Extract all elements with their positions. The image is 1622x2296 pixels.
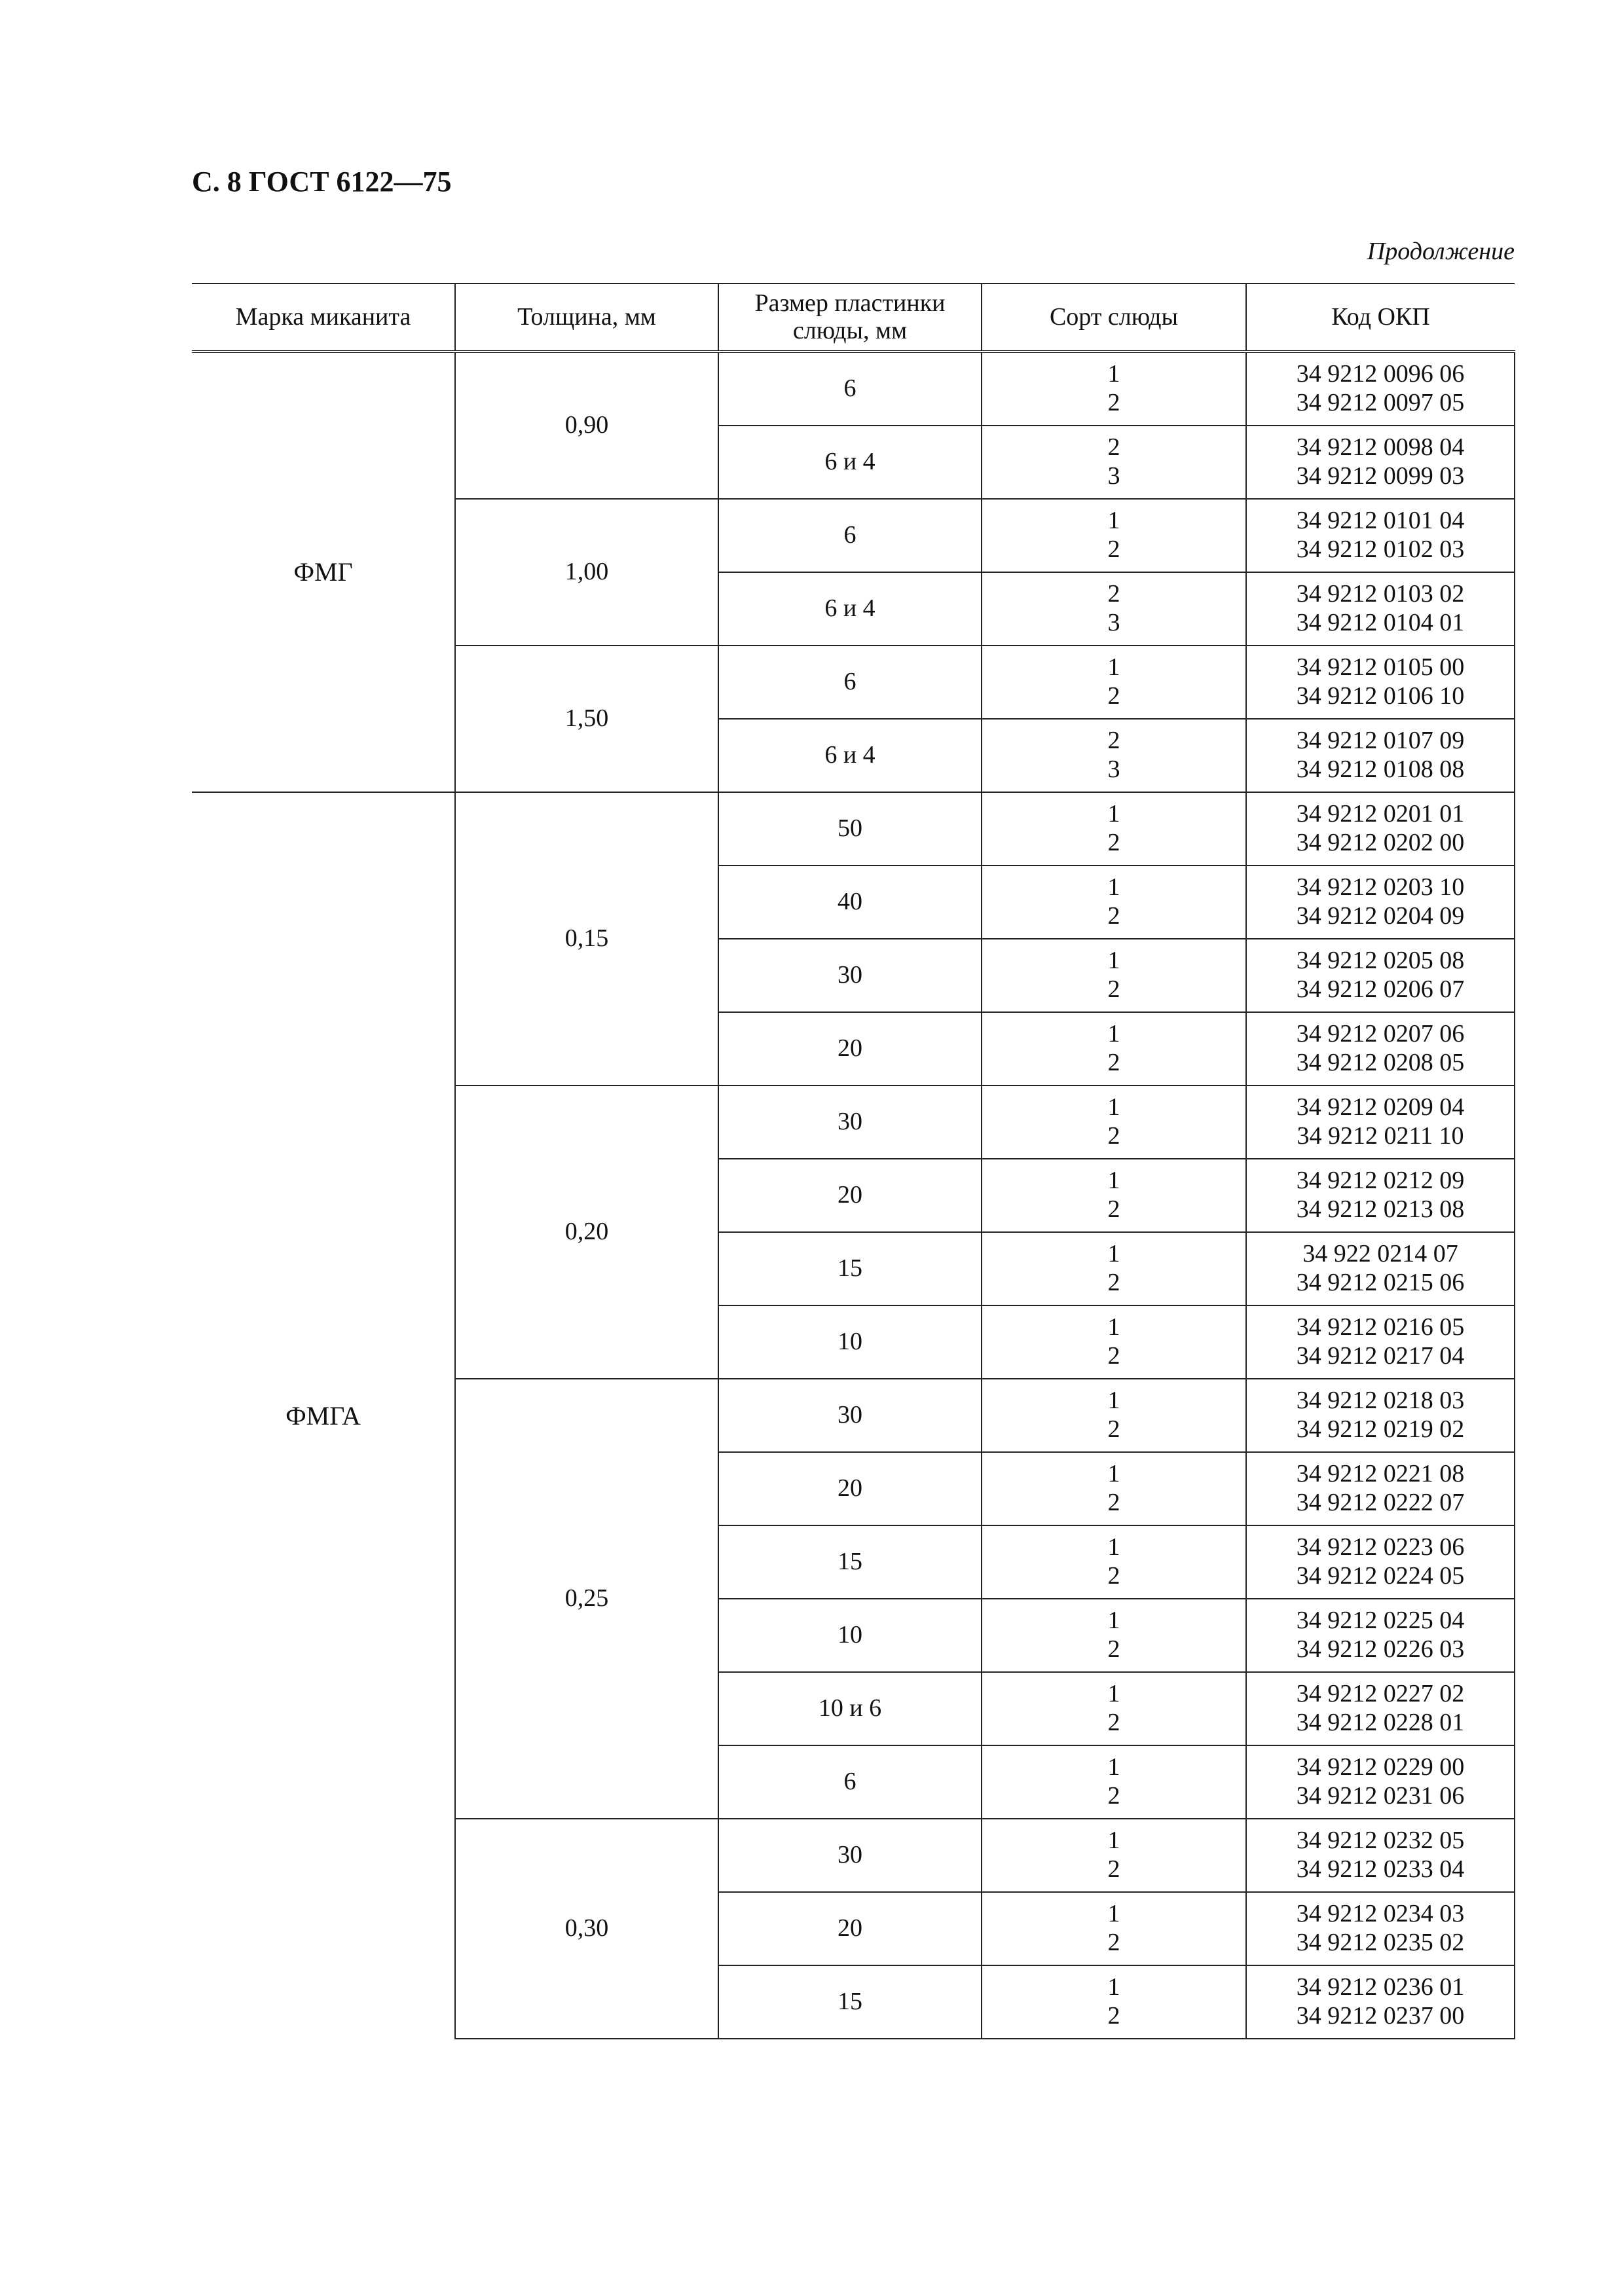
- mica-grade-cell: [982, 866, 1246, 939]
- okp-code-value: 34 9212 0103 02: [1296, 580, 1465, 608]
- okp-code-cell: [1246, 646, 1515, 719]
- mica-grade-cell: [982, 1599, 1246, 1672]
- plate-size-cell: 30: [718, 1085, 982, 1159]
- mica-grade-cell: [982, 1159, 1246, 1232]
- okp-code-value: 34 9212 0205 08: [1296, 947, 1465, 975]
- mica-grade-cell: [982, 1745, 1246, 1819]
- okp-code-cell: [1246, 1819, 1515, 1892]
- mica-grade-cell: [982, 352, 1246, 426]
- plate-size-cell: 10: [718, 1305, 982, 1379]
- okp-code-value: 34 9212 0096 06: [1296, 360, 1465, 388]
- okp-code-cell: [1246, 1232, 1515, 1305]
- mica-grade-cell: [982, 1085, 1246, 1159]
- mica-grade-value: 2: [1107, 727, 1120, 755]
- mica-grade-cell: [982, 1965, 1246, 2039]
- mica-grade-value: 3: [1107, 609, 1120, 636]
- column-header-okp-code: Код ОКП: [1246, 283, 1515, 352]
- okp-code-value: 34 9212 0209 04: [1296, 1093, 1465, 1121]
- okp-code-cell: [1246, 352, 1515, 426]
- thickness-cell: 0,90: [455, 352, 718, 499]
- mica-grade-value: 2: [1107, 536, 1120, 563]
- mica-grade-value: 1: [1107, 1680, 1120, 1708]
- plate-size-cell: 15: [718, 1965, 982, 2039]
- plate-size-cell: 6 и 4: [718, 426, 982, 499]
- page-header: С. 8 ГОСТ 6122—75: [192, 166, 452, 198]
- plate-size-cell: 10 и 6: [718, 1672, 982, 1745]
- okp-code-value: 34 9212 0211 10: [1297, 1122, 1464, 1150]
- okp-code-value: 34 9212 0212 09: [1296, 1167, 1465, 1195]
- mica-grade-value: 1: [1107, 1093, 1120, 1121]
- mica-grade-value: 2: [1107, 1635, 1120, 1663]
- mica-grade-cell: [982, 719, 1246, 792]
- column-header-mica-grade: Сорт слюды: [982, 283, 1246, 352]
- okp-code-value: 34 9212 0229 00: [1296, 1753, 1465, 1781]
- thickness-cell: 0,25: [455, 1379, 718, 1819]
- mica-grade-value: 2: [1107, 1782, 1120, 1810]
- okp-code-value: 34 9212 0231 06: [1296, 1782, 1465, 1810]
- mica-grade-value: 2: [1107, 1342, 1120, 1370]
- plate-size-cell: 6: [718, 499, 982, 572]
- okp-code-value: 34 9212 0206 07: [1296, 975, 1465, 1003]
- okp-code-cell: [1246, 1159, 1515, 1232]
- mica-grade-value: 2: [1107, 433, 1120, 462]
- column-header-mark: Марка миканита: [192, 283, 455, 352]
- mica-grade-cell: [982, 1892, 1246, 1965]
- okp-code-cell: [1246, 1379, 1515, 1452]
- okp-code-value: 34 9212 0225 04: [1296, 1607, 1465, 1635]
- okp-code-value: 34 9212 0226 03: [1296, 1635, 1465, 1663]
- okp-code-value: 34 9212 0202 00: [1296, 829, 1465, 856]
- mica-grade-value: 3: [1107, 462, 1120, 490]
- plate-size-cell: 6: [718, 646, 982, 719]
- okp-code-value: 34 9212 0107 09: [1296, 727, 1465, 755]
- mica-grade-value: 1: [1107, 1460, 1120, 1488]
- okp-code-cell: [1246, 939, 1515, 1012]
- plate-size-cell: 30: [718, 1819, 982, 1892]
- okp-code-value: 34 9212 0102 03: [1296, 536, 1465, 563]
- okp-code-cell: [1246, 1085, 1515, 1159]
- thickness-cell: 0,30: [455, 1819, 718, 2039]
- mica-grade-value: 2: [1107, 1929, 1120, 1956]
- plate-size-cell: 20: [718, 1452, 982, 1525]
- mica-grade-value: 2: [1107, 1855, 1120, 1883]
- mica-grade-value: 3: [1107, 756, 1120, 783]
- okp-code-value: 34 9212 0227 02: [1296, 1680, 1465, 1708]
- mica-grade-value: 2: [1107, 1122, 1120, 1150]
- okp-code-value: 34 9212 0201 01: [1296, 800, 1465, 828]
- okp-code-value: 34 922 0214 07: [1302, 1240, 1458, 1268]
- okp-code-value: 34 9212 0236 01: [1296, 1973, 1465, 2001]
- okp-code-cell: [1246, 1965, 1515, 2039]
- okp-code-value: 34 9212 0217 04: [1296, 1342, 1465, 1370]
- okp-code-cell: [1246, 1599, 1515, 1672]
- mica-grade-cell: [982, 646, 1246, 719]
- mica-grade-value: 1: [1107, 800, 1120, 828]
- plate-size-cell: 6: [718, 352, 982, 426]
- mica-grade-value: 1: [1107, 947, 1120, 975]
- okp-code-value: 34 9212 0221 08: [1296, 1460, 1465, 1488]
- okp-code-cell: [1246, 1672, 1515, 1745]
- mica-mark-cell: ФМГ: [192, 352, 455, 792]
- plate-size-header-line-2: слюды, мм: [792, 316, 908, 344]
- okp-code-cell: [1246, 1525, 1515, 1599]
- okp-code-value: 34 9212 0099 03: [1296, 462, 1465, 490]
- mica-grade-value: 1: [1107, 507, 1120, 535]
- okp-code-value: 34 9212 0105 00: [1296, 653, 1465, 682]
- mica-grade-value: 1: [1107, 653, 1120, 682]
- plate-size-cell: 50: [718, 792, 982, 866]
- mica-grade-cell: [982, 1012, 1246, 1085]
- mica-grade-cell: [982, 792, 1246, 866]
- okp-code-cell: [1246, 792, 1515, 866]
- okp-code-value: 34 9212 0097 05: [1296, 389, 1465, 416]
- okp-code-value: 34 9212 0237 00: [1296, 2002, 1465, 2030]
- mica-grade-value: 1: [1107, 873, 1120, 902]
- okp-code-value: 34 9212 0218 03: [1296, 1387, 1465, 1415]
- okp-code-cell: [1246, 719, 1515, 792]
- okp-code-value: 34 9212 0101 04: [1296, 507, 1465, 535]
- mica-grade-value: 2: [1107, 1415, 1120, 1443]
- mica-grade-value: 1: [1107, 1533, 1120, 1561]
- mica-grade-value: 2: [1107, 902, 1120, 930]
- plate-size-header-line-1: Размер пластинки: [754, 289, 946, 318]
- okp-code-cell: [1246, 866, 1515, 939]
- okp-code-value: 34 9212 0219 02: [1296, 1415, 1465, 1443]
- table-row: [192, 792, 1515, 866]
- mica-grade-cell: [982, 499, 1246, 572]
- mica-grade-value: 1: [1107, 1753, 1120, 1781]
- okp-code-value: 34 9212 0232 05: [1296, 1827, 1465, 1855]
- mica-grade-cell: [982, 1672, 1246, 1745]
- okp-code-value: 34 9212 0223 06: [1296, 1533, 1465, 1561]
- plate-size-cell: 20: [718, 1159, 982, 1232]
- plate-size-cell: 15: [718, 1525, 982, 1599]
- mica-grade-cell: [982, 1819, 1246, 1892]
- okp-code-value: 34 9212 0098 04: [1296, 433, 1465, 462]
- mica-grade-value: 2: [1107, 1195, 1120, 1223]
- mica-grade-value: 2: [1107, 580, 1120, 608]
- mica-grade-value: 2: [1107, 1269, 1120, 1296]
- plate-size-cell: 15: [718, 1232, 982, 1305]
- thickness-cell: 1,50: [455, 646, 718, 792]
- okp-code-value: 34 9212 0234 03: [1296, 1900, 1465, 1928]
- mica-grade-value: 1: [1107, 1973, 1120, 2001]
- mica-grade-value: 2: [1107, 1562, 1120, 1590]
- mica-grade-value: 1: [1107, 1313, 1120, 1341]
- spec-table: [192, 283, 1515, 2039]
- mica-grade-cell: [982, 1305, 1246, 1379]
- mica-grade-value: 2: [1107, 1049, 1120, 1076]
- plate-size-cell: 30: [718, 939, 982, 1012]
- continuation-label: Продолжение: [1367, 238, 1515, 265]
- okp-code-value: 34 9212 0207 06: [1296, 1020, 1465, 1048]
- okp-code-value: 34 9212 0213 08: [1296, 1195, 1465, 1223]
- mica-grade-value: 1: [1107, 1900, 1120, 1928]
- okp-code-value: 34 9212 0222 07: [1296, 1489, 1465, 1516]
- mica-grade-value: 1: [1107, 1827, 1120, 1855]
- mica-mark-cell: ФМГА: [286, 1400, 361, 1430]
- plate-size-cell: 20: [718, 1892, 982, 1965]
- plate-size-cell: 40: [718, 866, 982, 939]
- mica-grade-cell: [982, 939, 1246, 1012]
- okp-code-value: 34 9212 0216 05: [1296, 1313, 1465, 1341]
- table-body: [192, 352, 1515, 2039]
- okp-code-cell: [1246, 1305, 1515, 1379]
- okp-code-value: 34 9212 0106 10: [1296, 682, 1465, 710]
- column-header-thickness: Толщина, мм: [455, 283, 718, 352]
- mica-grade-value: 1: [1107, 1240, 1120, 1268]
- thickness-cell: 1,00: [455, 499, 718, 646]
- mica-grade-value: 2: [1107, 975, 1120, 1003]
- mica-grade-value: 2: [1107, 1709, 1120, 1736]
- mica-grade-value: 1: [1107, 1167, 1120, 1195]
- thickness-cell: 0,15: [455, 792, 718, 1085]
- mica-grade-value: 2: [1107, 2002, 1120, 2030]
- okp-code-cell: [1246, 1012, 1515, 1085]
- okp-code-value: 34 9212 0228 01: [1296, 1709, 1465, 1736]
- table-row: [192, 352, 1515, 426]
- plate-size-cell: 6: [718, 1745, 982, 1819]
- table-header-row: [192, 283, 1515, 352]
- mica-grade-cell: [982, 1452, 1246, 1525]
- okp-code-value: 34 9212 0215 06: [1296, 1269, 1465, 1296]
- mica-grade-cell: [982, 1232, 1246, 1305]
- okp-code-value: 34 9212 0224 05: [1296, 1562, 1465, 1590]
- okp-code-value: 34 9212 0233 04: [1296, 1855, 1465, 1883]
- plate-size-cell: 10: [718, 1599, 982, 1672]
- thickness-cell: 0,20: [455, 1085, 718, 1379]
- okp-code-value: 34 9212 0208 05: [1296, 1049, 1465, 1076]
- okp-code-value: 34 9212 0204 09: [1296, 902, 1465, 930]
- mica-grade-cell: [982, 426, 1246, 499]
- mica-grade-value: 2: [1107, 682, 1120, 710]
- mica-grade-value: 1: [1107, 360, 1120, 388]
- mica-grade-cell: [982, 1379, 1246, 1452]
- okp-code-cell: [1246, 1452, 1515, 1525]
- plate-size-cell: 6 и 4: [718, 719, 982, 792]
- mica-grade-value: 1: [1107, 1607, 1120, 1635]
- okp-code-value: 34 9212 0108 08: [1296, 756, 1465, 783]
- okp-code-value: 34 9212 0235 02: [1296, 1929, 1465, 1956]
- mica-grade-cell: [982, 1525, 1246, 1599]
- okp-code-cell: [1246, 572, 1515, 646]
- plate-size-cell: 6 и 4: [718, 572, 982, 646]
- okp-code-cell: [1246, 426, 1515, 499]
- plate-size-cell: 20: [718, 1012, 982, 1085]
- okp-code-cell: [1246, 499, 1515, 572]
- okp-code-cell: [1246, 1892, 1515, 1965]
- plate-size-cell: 30: [718, 1379, 982, 1452]
- mica-grade-value: 2: [1107, 829, 1120, 856]
- mica-grade-value: 1: [1107, 1020, 1120, 1048]
- okp-code-value: 34 9212 0203 10: [1296, 873, 1465, 902]
- okp-code-cell: [1246, 1745, 1515, 1819]
- mica-grade-value: 2: [1107, 1489, 1120, 1516]
- mica-grade-value: 2: [1107, 389, 1120, 416]
- column-header-plate-size: [718, 283, 982, 352]
- mica-grade-value: 1: [1107, 1387, 1120, 1415]
- okp-code-value: 34 9212 0104 01: [1296, 609, 1465, 636]
- mica-grade-cell: [982, 572, 1246, 646]
